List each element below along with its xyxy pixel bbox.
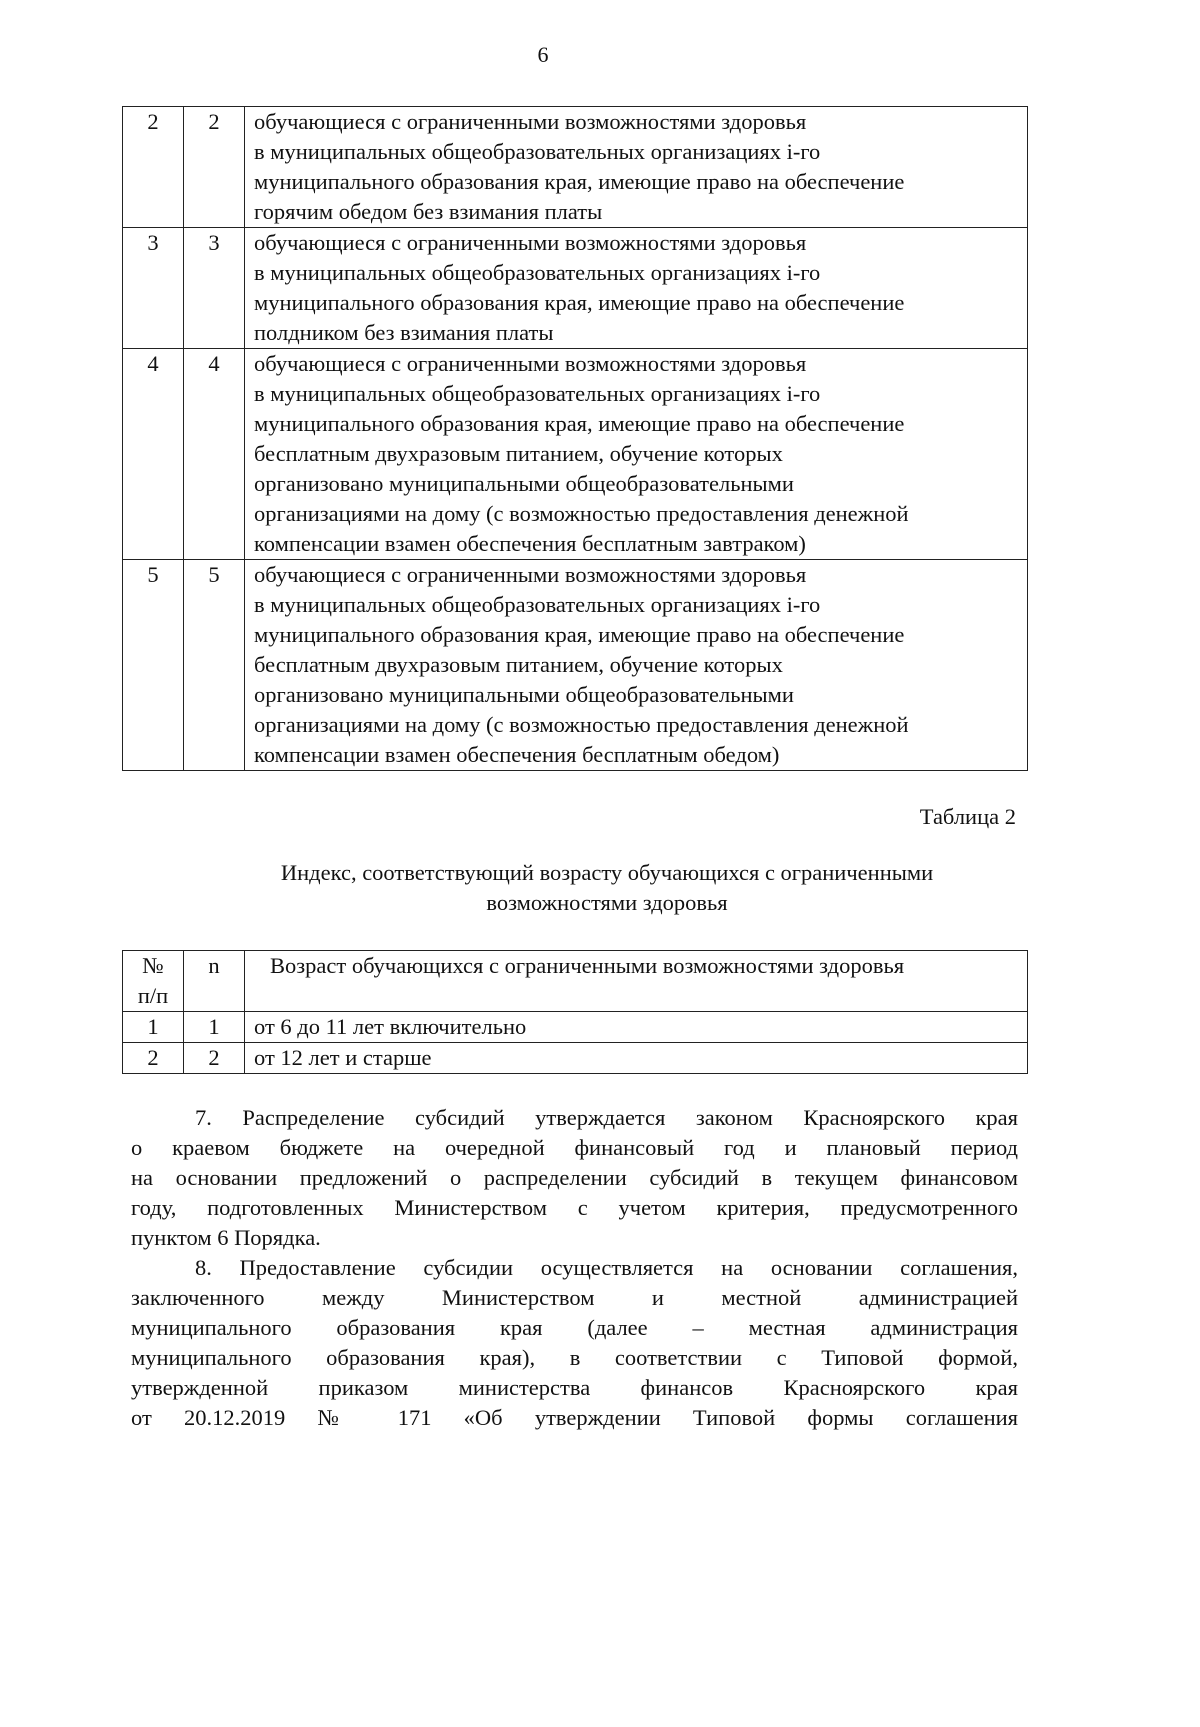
cell-line: организациями на дому (с возможностью предоставления денежной xyxy=(254,712,909,737)
header-age-cell: Возраст обучающихся с ограниченными возможностями здоровья xyxy=(245,951,1028,1012)
age-cell: от 12 лет и старше xyxy=(245,1043,1028,1074)
cell-line: обучающиеся с ограниченными возможностями здоровья xyxy=(254,562,807,587)
cell-line: организовано муниципальными общеобразовательными xyxy=(254,471,794,496)
description-cell xyxy=(245,228,1028,349)
paragraph-8-line: муниципального образования края), в соответствии с Типовой формой, xyxy=(131,1345,1018,1370)
table-caption: Таблица 2 xyxy=(919,804,1016,829)
row-number-cell: 3 xyxy=(123,228,184,349)
index-cell: 2 xyxy=(184,107,245,228)
age-cell: от 6 до 11 лет включительно xyxy=(245,1012,1028,1043)
cell-line: бесплатным двухразовым питанием, обучение которых xyxy=(254,441,783,466)
cell-line: муниципального образования края, имеющие право на обеспечение xyxy=(254,290,905,315)
paragraph-8-line: 8. Предоставление субсидии осуществляется на основании соглашения, xyxy=(195,1255,1018,1280)
table-title-line: возможностями здоровья xyxy=(486,890,728,915)
cell-line: организовано муниципальными общеобразовательными xyxy=(254,682,794,707)
row-number-cell: 2 xyxy=(123,107,184,228)
paragraph-7-line: о краевом бюджете на очередной финансовый год и плановый период xyxy=(131,1135,1018,1160)
table-row xyxy=(123,1012,1028,1043)
description-cell xyxy=(245,107,1028,228)
paragraph-7-line: году, подготовленных Министерством с учетом критерия, предусмотренного xyxy=(131,1195,1018,1220)
table-row xyxy=(123,107,1028,228)
header-number-line: п/п xyxy=(137,983,169,1008)
row-number-cell: 1 xyxy=(123,1012,184,1043)
cell-line: муниципального образования края, имеющие право на обеспечение xyxy=(254,622,905,647)
paragraph-8-line: муниципального образования края (далее – местная администрация xyxy=(131,1315,1018,1340)
description-cell xyxy=(245,560,1028,771)
table-row xyxy=(123,228,1028,349)
table-row xyxy=(123,560,1028,771)
table-header-row xyxy=(123,951,1028,1012)
cell-line: в муниципальных общеобразовательных организациях i-го xyxy=(254,139,821,164)
index-cell: 3 xyxy=(184,228,245,349)
paragraph-7-line: пунктом 6 Порядка. xyxy=(131,1225,321,1250)
header-index-cell: n xyxy=(184,951,245,1012)
table-title xyxy=(122,858,1092,918)
table-row xyxy=(123,349,1028,560)
row-number-cell: 2 xyxy=(123,1043,184,1074)
age-index-table xyxy=(122,950,1028,1074)
paragraph-7-line: 7. Распределение субсидий утверждается законом Красноярского края xyxy=(195,1105,1018,1130)
table-title-line: Индекс, соответствующий возрасту обучающихся с ограниченными xyxy=(280,860,934,885)
index-cell: 1 xyxy=(184,1012,245,1043)
cell-line: обучающиеся с ограниченными возможностями здоровья xyxy=(254,351,807,376)
cell-line: полдником без взимания платы xyxy=(254,320,554,345)
cell-line: обучающиеся с ограниченными возможностями здоровья xyxy=(254,230,807,255)
cell-line: в муниципальных общеобразовательных организациях i-го xyxy=(254,260,821,285)
index-cell: 5 xyxy=(184,560,245,771)
description-cell xyxy=(245,349,1028,560)
cell-line: в муниципальных общеобразовательных организациях i-го xyxy=(254,381,821,406)
index-cell: 4 xyxy=(184,349,245,560)
cell-line: обучающиеся с ограниченными возможностями здоровья xyxy=(254,109,807,134)
cell-line: в муниципальных общеобразовательных организациях i-го xyxy=(254,592,821,617)
cell-line: муниципального образования края, имеющие право на обеспечение xyxy=(254,169,905,194)
header-number-line: № xyxy=(142,953,164,978)
cell-line: компенсации взамен обеспечения бесплатным завтраком) xyxy=(254,531,806,556)
cell-line: муниципального образования края, имеющие право на обеспечение xyxy=(254,411,905,436)
cell-line: компенсации взамен обеспечения бесплатным обедом) xyxy=(254,742,780,767)
paragraph-8-line: заключенного между Министерством и местной администрацией xyxy=(131,1285,1018,1310)
cell-line: бесплатным двухразовым питанием, обучение которых xyxy=(254,652,783,677)
row-number-cell: 5 xyxy=(123,560,184,771)
criteria-table xyxy=(122,106,1028,771)
paragraph-7-line: на основании предложений о распределении субсидий в текущем финансовом xyxy=(131,1165,1018,1190)
table-row xyxy=(123,1043,1028,1074)
body-text xyxy=(131,1103,1018,1433)
paragraph-8-line: утвержденной приказом министерства финансов Красноярского края xyxy=(131,1375,1018,1400)
cell-line: организациями на дому (с возможностью предоставления денежной xyxy=(254,501,909,526)
paragraph-8-line: от 20.12.2019 № 171 «Об утверждении Типовой формы соглашения xyxy=(131,1405,1018,1430)
page-number: 6 xyxy=(537,42,549,67)
cell-line: горячим обедом без взимания платы xyxy=(254,199,603,224)
index-cell: 2 xyxy=(184,1043,245,1074)
header-number-cell xyxy=(123,951,184,1012)
row-number-cell: 4 xyxy=(123,349,184,560)
